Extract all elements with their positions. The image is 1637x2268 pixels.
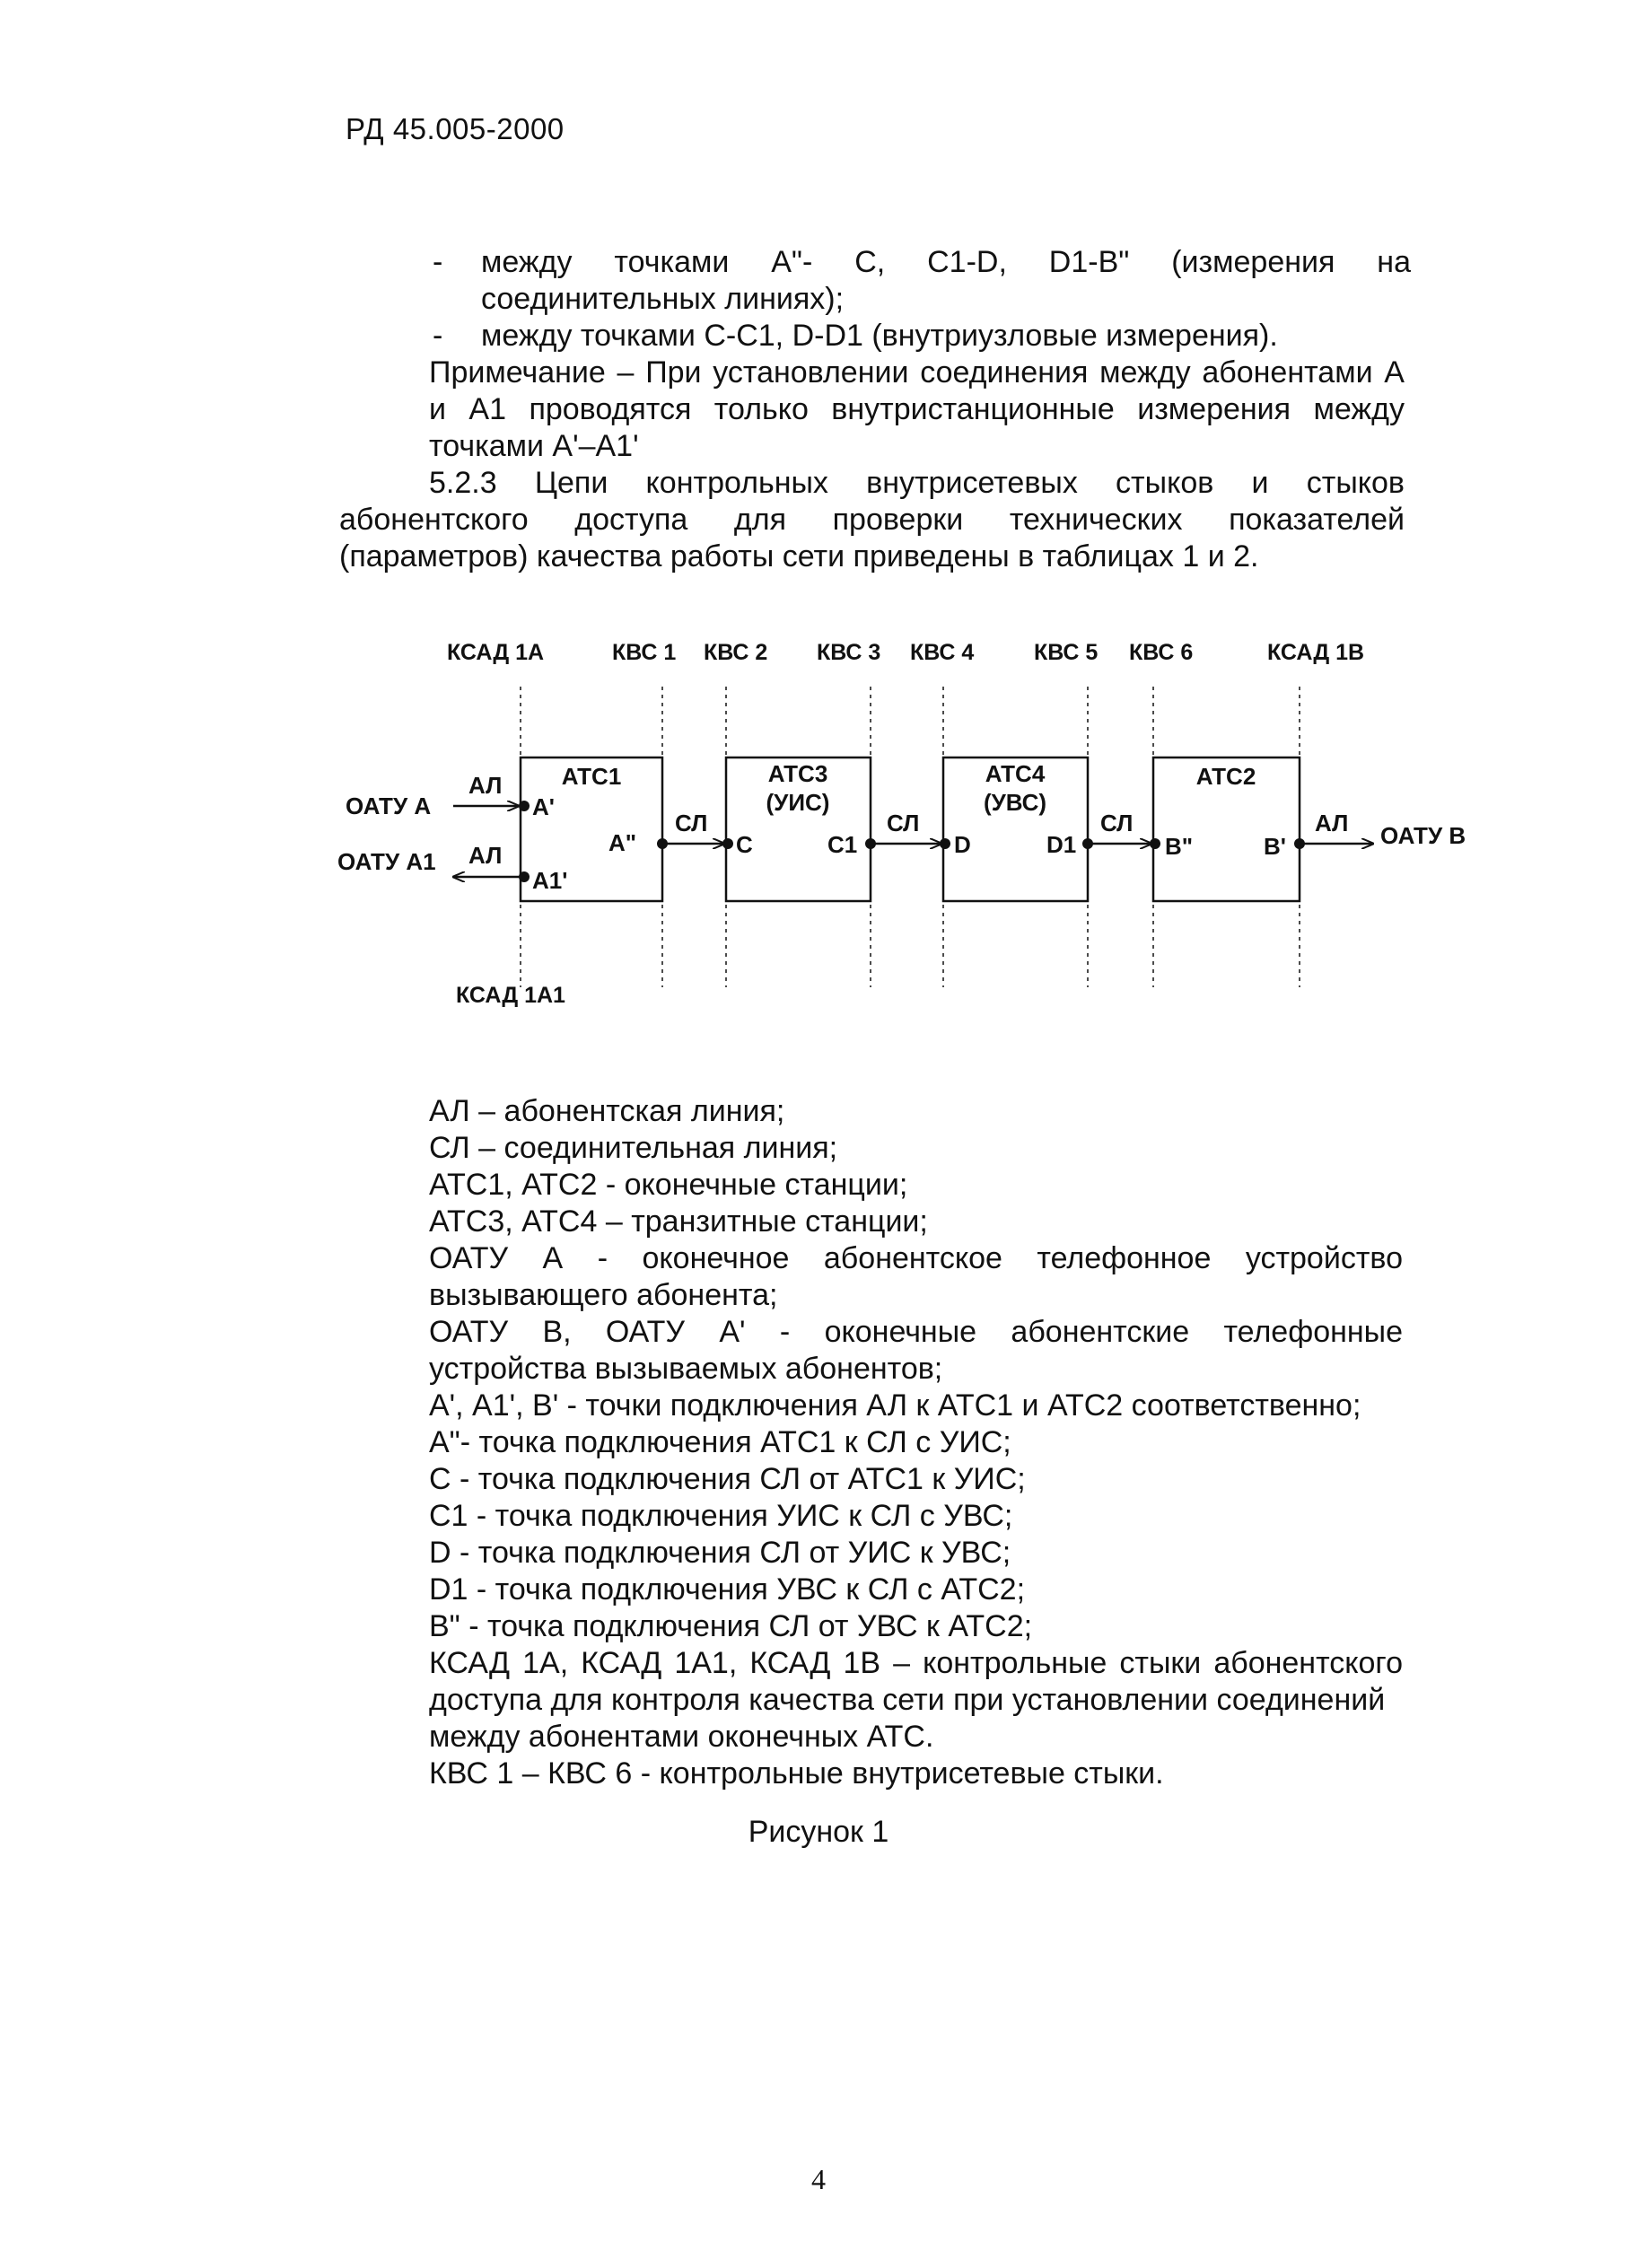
note-line: точками А'–А1' [429,429,639,463]
point-dot-b-dprime [1150,838,1160,849]
page-number: 4 [811,2163,826,2195]
point-dot-a-prime [519,801,530,811]
terminal-label-oatu-b: ОАТУ В [1380,822,1466,849]
station-sublabel-uvs: (УВС) [983,789,1047,816]
interface-label-kvs4: КВС 4 [910,640,975,665]
legend-line: АТС3, АТС4 – транзитные станции; [429,1204,928,1239]
section-line: (параметров) качества работы сети приведены в таблицах 1 и 2. [339,539,1259,574]
point-dot-b-prime [1294,838,1305,849]
interface-label-kvs1: КВС 1 [612,640,677,665]
interface-label-ksad1b: КСАД 1В [1267,640,1365,665]
point-label-d: D [954,831,971,858]
document-header: РД 45.005-2000 [346,112,565,145]
legend-line: С - точка подключения СЛ от АТС1 к УИС; [429,1462,1026,1496]
legend-line: D - точка подключения СЛ от УИС к УВС; [429,1536,1011,1570]
section-line: абонентского доступа для проверки технических показателей [339,503,1405,537]
legend-line: устройства вызываемых абонентов; [429,1352,943,1386]
legend-line: ОАТУ В, ОАТУ А' - оконечные абонентские телефонные [429,1315,1403,1349]
bullet-line: между точками С-С1, D-D1 (внутриузловые измерения). [481,319,1278,353]
point-label-d1: D1 [1046,831,1077,858]
station-label-ats2: АТС2 [1195,763,1256,790]
interface-label-ksad1a1: КСАД 1А1 [456,983,565,1008]
point-dot-d1 [1082,838,1093,849]
point-label-c1: C1 [827,831,858,858]
legend-line: А', А1', В' - точки подключения АЛ к АТС1 и АТС2 соответственно; [429,1388,1361,1423]
terminal-label-oatu-a1: ОАТУ А1 [337,848,436,875]
legend-line: КСАД 1А, КСАД 1А1, КСАД 1В – контрольные стыки абонентского [429,1646,1403,1680]
figure-caption: Рисунок 1 [748,1815,889,1849]
note-line: Примечание – При установлении соединения между абонентами А [429,355,1405,390]
bullet-dash: - [433,319,443,353]
station-label-ats1: АТС1 [561,763,622,790]
line-label-al: АЛ [468,842,503,869]
station-label-ats4: АТС4 [985,760,1046,787]
line-label-sl: СЛ [887,810,920,836]
section-line: 5.2.3 Цепи контрольных внутрисетевых стыков и стыков [429,466,1405,500]
point-dot-d [940,838,950,849]
legend-line: D1 - точка подключения УВС к СЛ с АТС2; [429,1572,1026,1607]
interface-label-ksad1a: КСАД 1А [447,640,545,665]
legend [429,1093,1403,1792]
station-sublabel-uis: (УИС) [766,789,830,816]
station-label-ats3: АТС3 [767,760,828,787]
point-dot-c [722,838,733,849]
line-label-sl: СЛ [675,810,708,836]
legend-line: доступа для контроля качества сети при установлении соединений [429,1683,1386,1717]
note-line: и А1 проводятся только внутристанционные измерения между [429,392,1405,426]
legend-line: СЛ – соединительная линия; [429,1131,838,1165]
legend-line: АЛ – абонентская линия; [429,1094,785,1128]
line-label-al: АЛ [468,772,503,799]
network-diagram [0,0,1637,1077]
legend-line: С1 - точка подключения УИС к СЛ с УВС; [429,1499,1013,1533]
point-dot-c1 [865,838,876,849]
bullet-dash: - [433,245,443,279]
legend-line: ОАТУ А - оконечное абонентское телефонное устройство [429,1241,1403,1275]
point-label-a-dprime: A" [608,829,637,856]
bullet-line: соединительных линиях); [481,282,845,316]
terminal-label-oatu-a: ОАТУ А [346,792,432,819]
interface-label-kvs2: КВС 2 [704,640,768,665]
line-label-sl: СЛ [1100,810,1134,836]
interface-label-kvs5: КВС 5 [1034,640,1099,665]
point-dot-a-dprime [657,838,668,849]
interface-label-kvs3: КВС 3 [817,640,881,665]
legend-line: АТС1, АТС2 - оконечные станции; [429,1168,908,1202]
legend-line: между абонентами оконечных АТС. [429,1720,934,1754]
point-label-a1-prime: A1' [532,867,568,894]
legend-line: В" - точка подключения СЛ от УВС к АТС2; [429,1609,1033,1643]
point-label-a-prime: A' [532,793,555,820]
interface-label-kvs6: КВС 6 [1129,640,1194,665]
legend-line: А"- точка подключения АТС1 к СЛ с УИС; [429,1425,1011,1459]
point-label-b-dprime: B" [1165,833,1194,860]
line-label-al: АЛ [1315,810,1349,836]
legend-line: вызывающего абонента; [429,1278,778,1312]
bullet-line: между точками А"- С, С1-D, D1-В" (измерения на [481,245,1411,279]
point-label-b-prime: B' [1264,833,1286,860]
legend-line: КВС 1 – КВС 6 - контрольные внутрисетевые стыки. [429,1756,1164,1791]
point-label-c: C [736,831,753,858]
point-dot-a1-prime [519,871,530,882]
